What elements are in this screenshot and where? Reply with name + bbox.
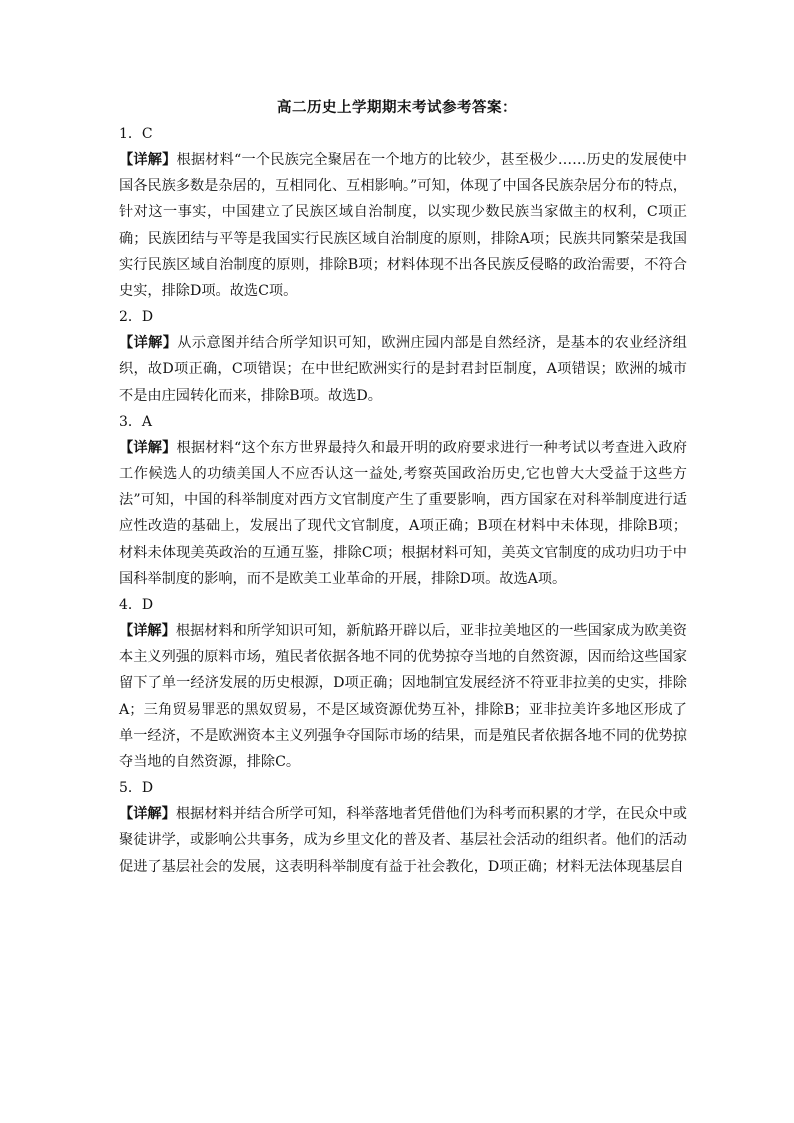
answer-explanation (119, 618, 687, 775)
answer-item-2 (119, 304, 687, 409)
answer-explanation (119, 330, 687, 409)
explanation-text: 从示意图并结合所学知识可知，欧洲庄园内部是自然经济，是基本的农业经济组织，故D项正确，C项错误；在中世纪欧洲实行的是封君封臣制度，A项错误；欧洲的城市不是由庄园转化而来，排除B项。故选D。 (119, 335, 687, 404)
answer-item-5 (119, 775, 687, 880)
detail-tag: 【详解】 (119, 623, 176, 640)
explanation-text: 根据材料“这个东方世界最持久和最开明的政府要求进行一种考试以考查进入政府工作候选人的功绩美国人不应否认这一益处,考察英国政治历史,它也曾大大受益于这些方法”可知，中国的科举制度对西方文官制度产生了重要影响，西方国家在对科举制度进行适应性改造的基础上，发展出了现代文官制度，A项正确；B项在材料中未体现，排除B项；材料未体现美英政治的互通互鉴，排除C项；根据材料可知，美英文官制度的成功归功于中国科举制度的影响，而不是欧美工业革命的开展，排除D项。故选A项。 (119, 439, 687, 587)
explanation-text: 根据材料和所学知识可知，新航路开辟以后，亚非拉美地区的一些国家成为欧美资本主义列强的原料市场，殖民者依据各地不同的优势掠夺当地的自然资源，因而给这些国家留下了单一经济发展的历史根源，D项正确；因地制宜发展经济不符亚非拉美的史实，排除A；三角贸易罪恶的黑奴贸易，不是区域资源优势互补，排除B；亚非拉美许多地区形成了单一经济，不是欧洲资本主义列强争夺国际市场的结果，而是殖民者依据各地不同的优势掠夺当地的自然资源，排除C。 (119, 623, 687, 771)
detail-tag: 【详解】 (119, 439, 177, 456)
detail-tag: 【详解】 (119, 335, 178, 352)
explanation-text: 根据材料并结合所学可知，科举落地者凭借他们为科考而积累的才学，在民众中或聚徒讲学，或影响公共事务，成为乡里文化的普及者、基层社会活动的组织者。他们的活动促进了基层社会的发展，这表明科举制度有益于社会教化，D项正确；材料无法体现基层自 (119, 806, 687, 875)
detail-tag: 【详解】 (119, 152, 177, 168)
answer-item-4 (119, 592, 687, 775)
answer-explanation (119, 801, 687, 880)
detail-tag: 【详解】 (119, 806, 176, 823)
answer-number: 5．D (119, 780, 154, 797)
answer-number: 3．A (119, 413, 153, 430)
answer-item-1 (119, 121, 687, 304)
page-title: 高二历史上学期期末考试参考答案： (277, 99, 517, 116)
answer-explanation (119, 435, 687, 592)
answer-number: 4．D (119, 597, 154, 614)
answer-list (119, 121, 687, 880)
explanation-text: 根据材料“一个民族完全聚居在一个地方的比较少，甚至极少……历史的发展使中国各民族多数是杂居的，互相同化、互相影响。”可知，体现了中国各民族杂居分布的特点，针对这一事实，中国建立了民族区域自治制度，以实现少数民族当家做主的权利，C项正确；民族团结与平等是我国实行民族区域自治制度的原则，排除A项；民族共同繁荣是我国实行民族区域自治制度的原则，排除B项；材料体现不出各民族反侵略的政治需要，不符合史实，排除D项。故选C项。 (119, 152, 687, 300)
answer-number: 2．D (119, 309, 154, 326)
answer-number: 1．C (119, 126, 153, 142)
answer-item-3 (119, 409, 687, 592)
answer-explanation (119, 147, 687, 304)
